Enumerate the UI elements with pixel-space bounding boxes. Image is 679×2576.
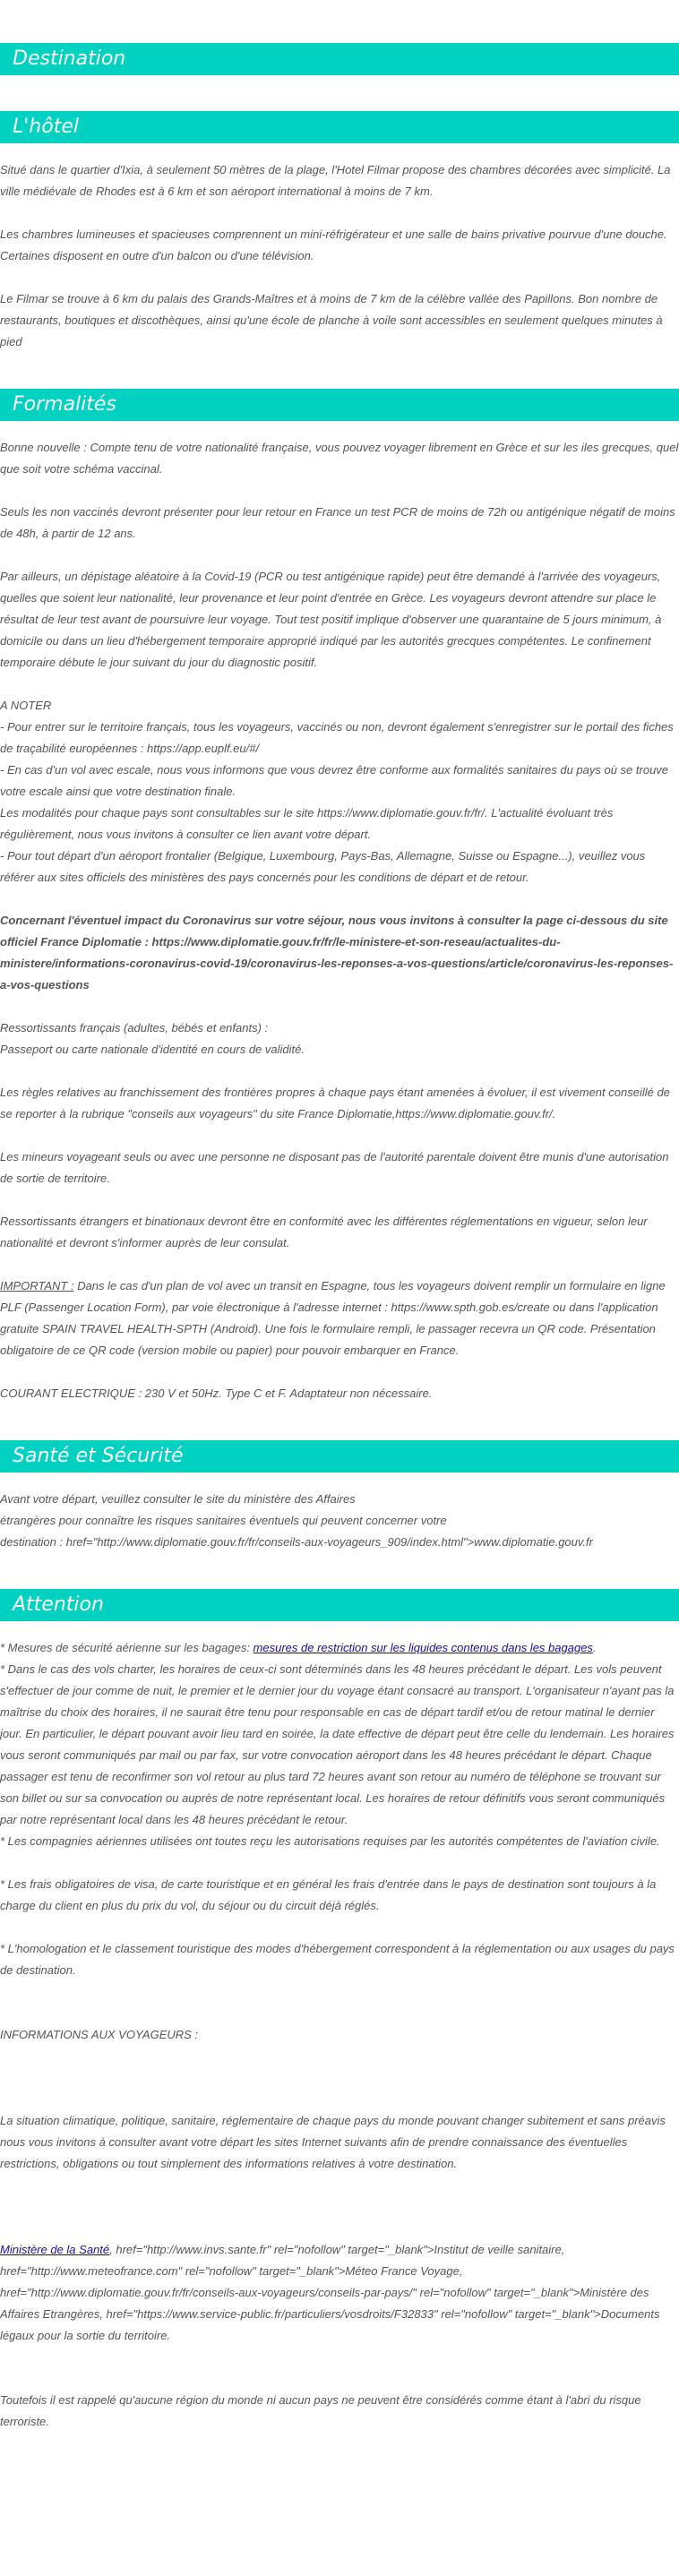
frontieres-paragraph: Les règles relatives au franchissement des frontières propres à chaque pays étant amenées à évoluer, il est vivement conseillé de se reporter à la rubrique "conseils aux voyageurs" du site France Diplomatie,https://www.diplomatie.gouv.fr/.: [0, 1086, 670, 1121]
hotel-paragraph-3: Le Filmar se trouve à 6 km du palais des Grands-Maîtres et à moins de 7 km de la célèbre vallée des Papillons. Bon nombre de restaurants, boutiques et discothèques, ainsi qu'une école de planche à voile sont accessibles en seulement quelques minutes à pied: [0, 292, 663, 348]
formalites-paragraph-1: Bonne nouvelle : Compte tenu de votre nationalité française, vous pouvez voyager librement en Grèce et sur les iles grecques, quel que soit votre schéma vaccinal.: [0, 441, 679, 476]
ressortissants-docs: Passeport ou carte nationale d'identité en cours de validité.: [0, 1043, 305, 1056]
formalites-heading: Formalités: [0, 389, 679, 421]
frais-paragraph: * Les frais obligatoires de visa, de carte touristique et en général les frais d'entrée dans le pays de destination sont toujours à la charge du client en plus du prix du vol, du séjour ou du circuit déjà réglés.: [0, 1877, 657, 1912]
compagnies-paragraph: * Les compagnies aériennes utilisées ont toutes reçu les autorisations requises par les autorités compétentes de l'aviation civile.: [0, 1834, 660, 1848]
mineurs-paragraph: Les mineurs voyageant seuls ou avec une personne ne disposant pas de l'autorité parentale doivent être munis d'une autorisation de sortie de territoire.: [0, 1150, 669, 1185]
important-text: Dans le cas d'un plan de vol avec un transit en Espagne, tous les voyageurs doivent remplir un formulaire en ligne PLF (Passenger Location Form), par voie électronique à l'adresse internet : https://www.spth.gob.es/create ou dans l'application gratuite SPAIN TRAVEL HEALTH-SPTH (Android). Une fois le formulaire rempli, le passager recevra un QR code. Présentation obligatoire de ce QR code (version mobile ou papier) pour pouvoir embarquer en France.: [0, 1279, 666, 1357]
important-label: IMPORTANT :: [0, 1279, 74, 1292]
hotel-paragraph-1: Situé dans le quartier d'Ixia, à seulement 50 mètres de la plage, l'Hotel Filmar propose des chambres décorées avec simplicité. La ville médiévale de Rhodes est à 6 km et son aéroport international à moins de 7 km.: [0, 163, 671, 198]
ressortissants-label: Ressortissants français (adultes, bébés et enfants) :: [0, 1021, 269, 1035]
homologation-paragraph: * L'homologation et le classement touristique des modes d'hébergement correspondent à la réglementation ou aux usages du pays de destination.: [0, 1942, 675, 1977]
charter-paragraph: * Dans le cas des vols charter, les horaires de ceux-ci sont déterminés dans les 48 heures précédant le départ. Les vols peuvent s'effectuer de jour comme de nuit, le premier et le dernier jour du voyage étant consacré au transport. L'organisateur n'ayant pas la maîtrise du choix des horaires, il ne saurait être tenu pour responsable en cas de départ tardif et/ou de retour matinal le dernier jour. En particulier, le départ pouvant avoir lieu tard en soirée, la date effective de départ peut être celle du lendemain. Les horaires vous seront communiqués par mail ou par fax, sur votre convocation aéroport dans les 48 heures précédant le départ. Chaque passager est tenu de reconfirmer son vol retour au plus tard 72 heures avant son retour au numéro de téléphone se trouvant sur son billet ou sur sa convocation ou auprès de notre représentant local. Les horaires de retour définitifs vous seront communiqués par notre représentant local dans les 48 heures précédant le retour.: [0, 1662, 675, 1826]
a-noter-item-4: - Pour tout départ d'un aéroport frontalier (Belgique, Luxembourg, Pays-Bas, Allemagne, Suisse ou Espagne...), veuillez vous référer aux sites officiels des ministères des pays concernés pour les conditions de départ et de retour.: [0, 849, 646, 884]
important-paragraph: [0, 1275, 679, 1361]
liquides-restriction-link[interactable]: mesures de restriction sur les liquides contenus dans les bagages: [253, 1641, 593, 1654]
formalites-section: [0, 389, 679, 1404]
etrangers-paragraph: Ressortissants étrangers et binationaux devront être en conformité avec les différentes réglementations en vigueur, selon leur nationalité et devront s'informer auprès de leur consulat.: [0, 1215, 648, 1249]
attention-section: [0, 1589, 679, 2433]
hotel-heading: L'hôtel: [0, 111, 679, 143]
destination-section: [0, 43, 679, 75]
ministere-sante-link[interactable]: Ministère de la Santé: [0, 2243, 110, 2256]
mesures-prefix: * Mesures de sécurité aérienne sur les bagages:: [0, 1641, 254, 1654]
sante-heading: Santé et Sécurité: [0, 1440, 679, 1473]
ministere-rest: , href="http://www.invs.sante.fr" rel="nofollow" target="_blank">Institut de veille sanitaire, href="http://www.meteofrance.com" rel="nofollow" target="_blank">Méteo France Voyage, href="http://www.diplomatie.gouv.fr/fr/conseils-aux-voyageurs/conseils-par-pays/" rel="nofollow" target="_blank">Ministère des Affaires Etrangères, href="https://www.service-public.fr/particuliers/vosdroits/F32833" rel="nofollow" target="_blank">Documents légaux pour la sortie du territoire.: [0, 2243, 660, 2342]
ministere-paragraph: [0, 2239, 679, 2347]
destination-heading: Destination: [0, 43, 679, 75]
sante-line-1: Avant votre départ, veuillez consulter le site du ministère des Affaires: [0, 1492, 356, 1506]
terror-paragraph: Toutefois il est rappelé qu'aucune région du monde ni aucun pays ne peuvent être considérés comme étant à l'abri du risque terroriste.: [0, 2393, 641, 2428]
courant-electrique: COURANT ELECTRIQUE : 230 V et 50Hz. Type C et F. Adaptateur non nécessaire.: [0, 1387, 433, 1400]
sante-line-3: destination : href="http://www.diplomatie.gouv.fr/fr/conseils-aux-voyageurs_909/index.html">www.diplomatie.gouv.fr: [0, 1535, 593, 1549]
hotel-paragraph-2: Les chambres lumineuses et spacieuses comprennent un mini-réfrigérateur et une salle de bains privative pourvue d'une douche. Certaines disposent en outre d'un balcon ou d'une télévision.: [0, 228, 667, 262]
situation-line-2: nous vous invitons à consulter avant votre départ les sites Internet suivants afin de prendre connaissance des éventuelles restrictions, obligations ou tout simplement des informations relatives à votre destination.: [0, 2135, 628, 2170]
coronavirus-notice: Concernant l'éventuel impact du Coronavirus sur votre séjour, nous vous invitons à consulter la page ci-dessous du site officiel France Diplomatie : https://www.diplomatie.gouv.fr/fr/le-ministere-et-son-reseau/actualites-du-ministere/informations-coronavirus-covid-19/coronavirus-les-reponses-a-vos-questions/article/coronavirus-les-reponses-a-vos-questions: [0, 914, 674, 992]
a-noter-item-3: Les modalités pour chaque pays sont consultables sur le site https://www.diplomatie.gouv.fr/fr/. L'actualité évoluant très régulièrement, nous vous invitons à consulter ce lien avant votre départ.: [0, 806, 614, 841]
hotel-section: [0, 111, 679, 353]
a-noter-item-2: - En cas d'un vol avec escale, nous vous informons que vous devrez être conforme aux formalités sanitaires du pays où se trouve votre escale ainsi que votre destination finale.: [0, 763, 669, 798]
a-noter-item-1: - Pour entrer sur le territoire français, tous les voyageurs, vaccinés ou non, devront également s'enregistrer sur le portail des fiches de traçabilité européennes : https://app.euplf.eu/#/: [0, 720, 674, 755]
infos-voyageurs-title: INFORMATIONS AUX VOYAGEURS :: [0, 2028, 199, 2041]
attention-heading: Attention: [0, 1589, 679, 1621]
formalites-paragraph-2: Seuls les non vaccinés devront présenter pour leur retour en France un test PCR de moins de 72h ou antigénique négatif de moins de 48h, à partir de 12 ans.: [0, 505, 675, 540]
a-noter-title: A NOTER: [0, 699, 52, 712]
sante-line-2: étrangères pour connaître les risques sanitaires éventuels qui peuvent concerner votre: [0, 1514, 447, 1527]
formalites-paragraph-3: Par ailleurs, un dépistage aléatoire à la Covid-19 (PCR ou test antigénique rapide) peut être demandé à l'arrivée des voyageurs, quelles que soient leur nationalité, leur provenance et leur point d'entrée en Grèce. Les voyageurs devront attendre sur place le résultat de leur test avant de poursuivre leur voyage. Tout test positif implique d'observer une quarantaine de 5 jours minimum, à domicile ou dans un lieu d'hébergement temporaire approprié indiqué par les autorités grecques compétentes. Le confinement temporaire débute le jour suivant du jour du diagnostic positif.: [0, 570, 662, 669]
situation-line-1: La situation climatique, politique, sanitaire, réglementaire de chaque pays du monde pouvant changer subitement et sans préavis: [0, 2114, 666, 2127]
mesures-suffix: .: [592, 1641, 597, 1654]
sante-section: [0, 1440, 679, 1553]
mesures-paragraph: [0, 1637, 679, 1659]
